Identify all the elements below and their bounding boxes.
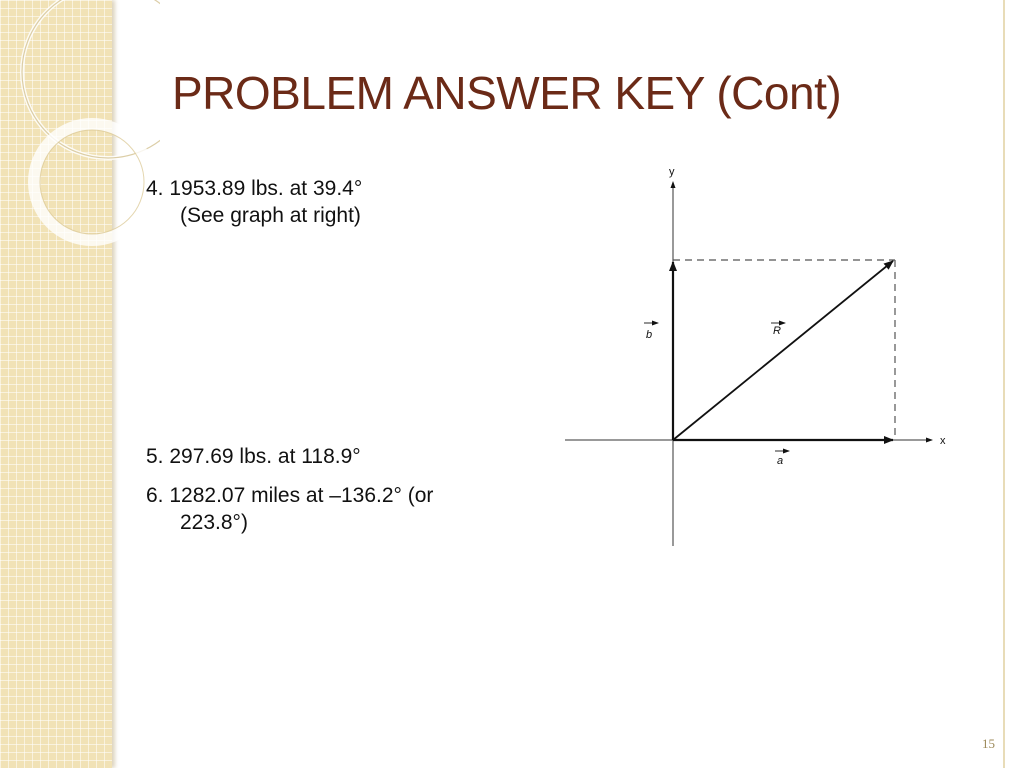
answer-item-4 xyxy=(146,175,526,229)
answer-item-5 xyxy=(146,443,526,470)
answer-6-continuation: 223.8°) xyxy=(180,511,248,534)
vector-b-label: b xyxy=(646,329,653,341)
answer-item-6 xyxy=(146,482,526,536)
slide-title: PROBLEM ANSWER KEY (Cont) xyxy=(172,67,842,119)
answer-4-note: (See graph at right) xyxy=(180,204,361,227)
decorative-circles xyxy=(0,0,160,260)
vector-graph xyxy=(560,160,960,552)
answer-4-text: 4. 1953.89 lbs. at 39.4° xyxy=(146,177,363,200)
y-axis-label: y xyxy=(669,166,675,178)
decorative-right-line xyxy=(1003,0,1005,768)
answer-6-text: 6. 1282.07 miles at –136.2° (or xyxy=(146,484,434,507)
vector-a-label: a xyxy=(777,455,784,467)
vector-r-label: R xyxy=(773,325,781,337)
vector-r xyxy=(673,261,893,440)
x-axis-label: x xyxy=(940,435,946,447)
slide-page-number: 15 xyxy=(982,736,995,751)
answer-5-text: 5. 297.69 lbs. at 118.9° xyxy=(146,445,361,468)
